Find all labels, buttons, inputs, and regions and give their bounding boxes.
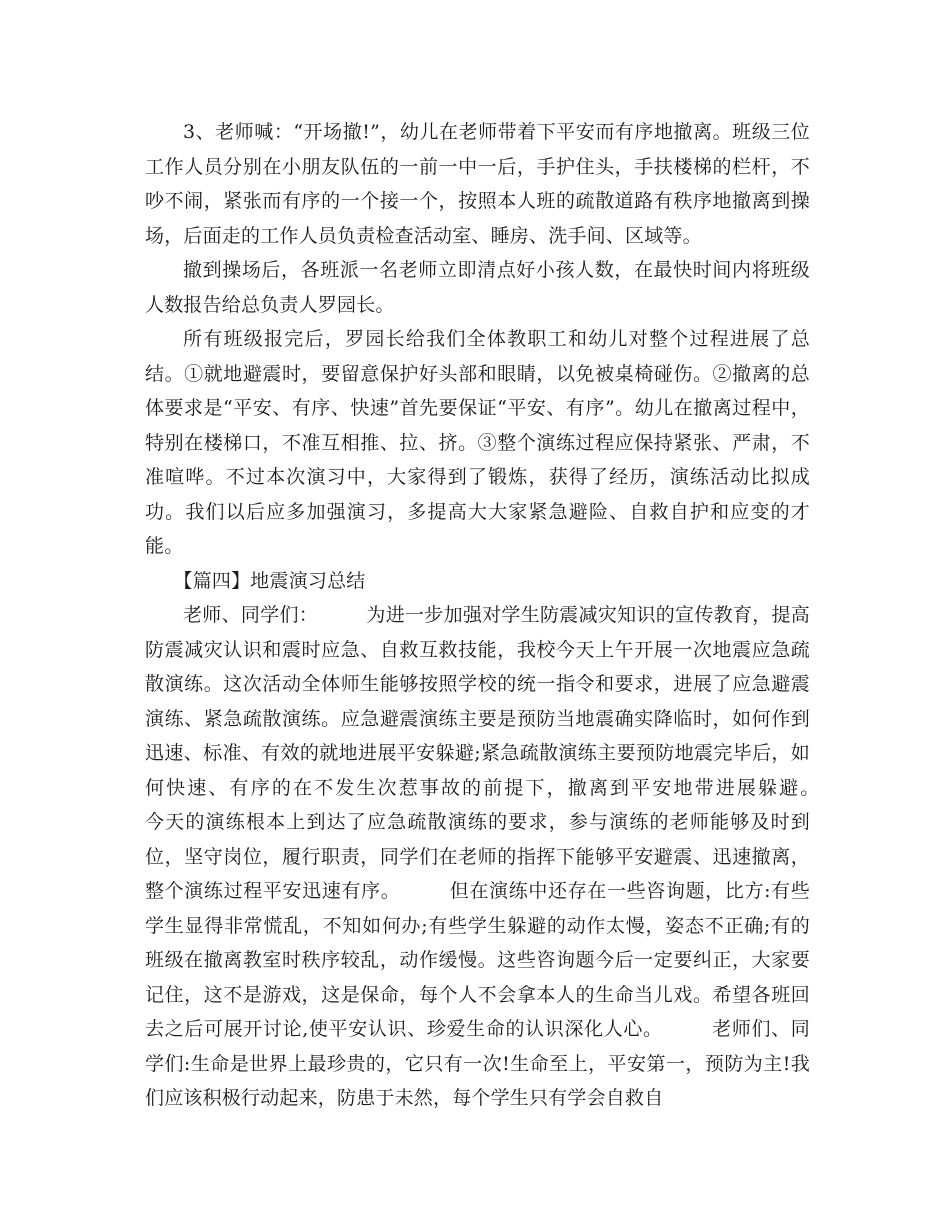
paragraph-evacuation: 3、老师喊：“开场撤!”，幼儿在老师带着下平安而有序地撤离。班级三位工作人员分别在小朋友队伍的一前一中一后，手护住头，手扶楼梯的栏杆，不吵不闹，紧张而有序的一个接一个，按照本人班的疏散道路有秩序地撤离到操场，后面走的工作人员负责检查活动室、睡房、洗手间、区域等。: [145, 121, 810, 247]
paragraph-speech: 老师、同学们： 为进一步加强对学生防震减灾知识的宣传教育，提高防震减灾认识和震时应急、自救互救技能，我校今天上午开展一次地震应急疏散演练。这次活动全体师生能够按照学校的统一指令和要求，进展了应急避震演练、紧急疏散演练。应急避震演练主要是预防当地震确实降临时，如何作到迅速、标准、有效的就地进展平安躲避;紧急疏散演练主要预防地震完毕后，如何快速、有序的在不发生次惹事故的前提下，撤离到平安地带进展躲避。 今天的演练根本上到达了应急疏散演练的要求，参与演练的老师能够及时到位，坚守岗位，履行职责，同学们在老师的指挥下能够平安避震、迅速撤离，整个演练过程平安迅速有序。 但在演练中还存在一些咨询题，比方:有些学生显得非常慌乱，不知如何办;有些学生躲避的动作太慢，姿态不正确;有的班级在撤离教室时秩序较乱，动作缓慢。这些咨询题今后一定要纠正，大家要记住，这不是游戏，这是保命，每个人不会拿本人的生命当儿戏。希望各班回去之后可展开讨论,使平安认识、珍爱生命的认识深化人心。 老师们、同学们:生命是世界上最珍贵的，它只有一次!生命至上，平安第一，预防为主!我们应该积极行动起来，防患于未然，每个学生只有学会自救自: [145, 604, 868, 1109]
document-body: [145, 115, 868, 1116]
paragraph-headcount: 撤到操场后，各班派一名老师立即清点好小孩人数，在最快时间内将班级人数报告给总负责人罗园长。: [145, 259, 810, 316]
section-heading: 【篇四】地震演习总结: [173, 569, 366, 592]
paragraph-summary: 所有班级报完后，罗园长给我们全体教职工和幼儿对整个过程进展了总结。①就地避震时，要留意保护好头部和眼睛，以免被桌椅碰伤。②撤离的总体要求是“平安、有序、快速”首先要保证“平安、有序”。幼儿在撤离过程中，特别在楼梯口，不准互相推、拉、挤。③整个演练过程应保持紧张、严肃，不准喧哗。不过本次演习中，大家得到了锻炼，获得了经历，演练活动比拟成功。我们以后应多加强演习，多提高大大家紧急避险、自救自护和应变的才能。: [145, 328, 810, 557]
